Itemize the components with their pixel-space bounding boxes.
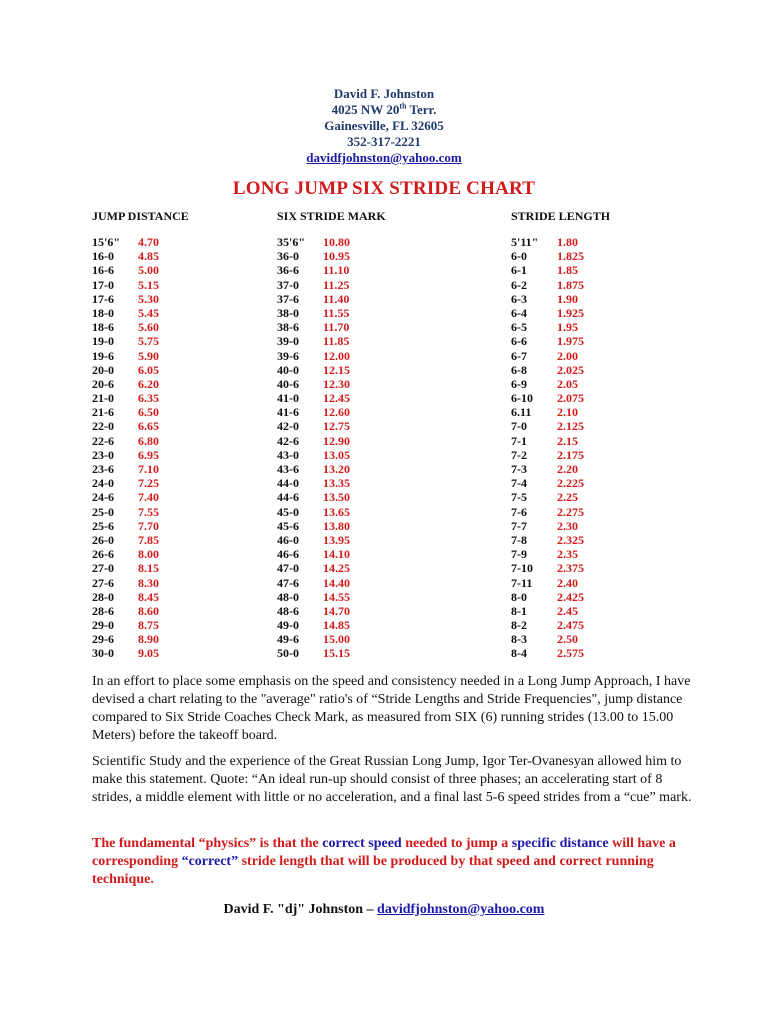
table-row bbox=[511, 505, 671, 519]
table-row bbox=[277, 505, 437, 519]
table-row bbox=[511, 434, 671, 448]
row-imperial: 22-0 bbox=[92, 419, 114, 434]
table-row bbox=[511, 278, 671, 292]
table-row bbox=[511, 462, 671, 476]
table-row bbox=[92, 505, 252, 519]
table-row bbox=[511, 547, 671, 561]
table-row bbox=[511, 618, 671, 632]
row-metric: 6.35 bbox=[138, 391, 159, 406]
row-metric: 15.15 bbox=[323, 646, 350, 661]
row-metric: 2.45 bbox=[557, 603, 578, 618]
row-imperial: 39-0 bbox=[277, 334, 299, 349]
row-imperial: 28-6 bbox=[92, 603, 114, 618]
row-imperial: 7-10 bbox=[511, 561, 533, 576]
table-row bbox=[92, 263, 252, 277]
row-metric: 2.175 bbox=[557, 447, 584, 462]
row-imperial: 35'6" bbox=[277, 235, 305, 249]
row-imperial: 50-0 bbox=[277, 646, 299, 661]
row-metric: 13.65 bbox=[323, 504, 350, 519]
table-row bbox=[511, 646, 671, 660]
table-row bbox=[92, 618, 252, 632]
table-row bbox=[92, 576, 252, 590]
table-row bbox=[277, 419, 437, 433]
row-imperial: 43-0 bbox=[277, 447, 299, 462]
row-imperial: 44-0 bbox=[277, 476, 299, 491]
row-imperial: 7-4 bbox=[511, 476, 527, 491]
signature-line: David F. "dj" Johnston – davidfjohnston@yahoo.com bbox=[223, 902, 545, 917]
table-row bbox=[511, 476, 671, 490]
row-metric: 8.15 bbox=[138, 561, 159, 576]
row-metric: 1.80 bbox=[557, 235, 578, 249]
row-metric: 5.30 bbox=[138, 291, 159, 306]
row-metric: 5.15 bbox=[138, 277, 159, 292]
row-imperial: 37-6 bbox=[277, 291, 299, 306]
row-metric: 2.125 bbox=[557, 419, 584, 434]
row-imperial: 41-6 bbox=[277, 405, 299, 420]
row-imperial: 27-6 bbox=[92, 575, 114, 590]
row-imperial: 6-6 bbox=[511, 334, 527, 349]
table-row bbox=[277, 292, 437, 306]
chart-title: LONG JUMP SIX STRIDE CHART bbox=[232, 178, 536, 199]
row-metric: 13.80 bbox=[323, 518, 350, 533]
header-email-link[interactable]: davidfjohnston@yahoo.com bbox=[306, 150, 462, 165]
table-row bbox=[511, 249, 671, 263]
table-row bbox=[277, 533, 437, 547]
table-row bbox=[92, 604, 252, 618]
row-metric: 12.90 bbox=[323, 433, 350, 448]
table-row bbox=[277, 618, 437, 632]
row-metric: 12.45 bbox=[323, 391, 350, 406]
table-row bbox=[277, 646, 437, 660]
row-metric: 12.30 bbox=[323, 376, 350, 391]
table-row bbox=[92, 292, 252, 306]
quote-paragraph: Scientific Study and the experience of the Great Russian Long Jump, Igor Ter-Ovanesyan allowed him to make this statement. Quote: “An ideal run-up should consist of three phases; an accelerating start of 8 strides, a middle element with little or no acceleration, and a final last 5-6 speed strides from a “cue” mark. bbox=[92, 754, 692, 805]
row-imperial: 46-0 bbox=[277, 532, 299, 547]
row-metric: 10.95 bbox=[323, 249, 350, 264]
table-row bbox=[92, 462, 252, 476]
row-imperial: 23-0 bbox=[92, 447, 114, 462]
row-metric: 7.70 bbox=[138, 518, 159, 533]
row-imperial: 26-0 bbox=[92, 532, 114, 547]
row-metric: 8.00 bbox=[138, 547, 159, 562]
row-imperial: 8-3 bbox=[511, 632, 527, 647]
row-metric: 4.70 bbox=[138, 235, 159, 249]
table-row bbox=[511, 320, 671, 334]
row-imperial: 28-0 bbox=[92, 589, 114, 604]
row-metric: 2.325 bbox=[557, 532, 584, 547]
row-imperial: 17-6 bbox=[92, 291, 114, 306]
row-metric: 14.25 bbox=[323, 561, 350, 576]
row-metric: 2.10 bbox=[557, 405, 578, 420]
table-row bbox=[92, 547, 252, 561]
row-imperial: 37-0 bbox=[277, 277, 299, 292]
row-metric: 7.85 bbox=[138, 532, 159, 547]
table-row bbox=[92, 306, 252, 320]
row-imperial: 6-9 bbox=[511, 376, 527, 391]
row-metric: 2.075 bbox=[557, 391, 584, 406]
table-row bbox=[511, 576, 671, 590]
row-imperial: 5'11" bbox=[511, 235, 539, 249]
row-imperial: 6-1 bbox=[511, 263, 527, 278]
row-imperial: 36-0 bbox=[277, 249, 299, 264]
row-imperial: 24-6 bbox=[92, 490, 114, 505]
table-row bbox=[511, 235, 671, 249]
row-metric: 6.20 bbox=[138, 376, 159, 391]
row-metric: 6.50 bbox=[138, 405, 159, 420]
row-metric: 2.25 bbox=[557, 490, 578, 505]
stride-length-column bbox=[511, 235, 671, 661]
table-row bbox=[511, 533, 671, 547]
table-row bbox=[92, 590, 252, 604]
table-row bbox=[277, 476, 437, 490]
row-imperial: 6-5 bbox=[511, 320, 527, 335]
row-metric: 8.75 bbox=[138, 618, 159, 633]
row-imperial: 29-0 bbox=[92, 618, 114, 633]
row-imperial: 48-6 bbox=[277, 603, 299, 618]
table-row bbox=[92, 249, 252, 263]
row-metric: 15.00 bbox=[323, 632, 350, 647]
row-metric: 10.80 bbox=[323, 235, 350, 249]
row-imperial: 7-2 bbox=[511, 447, 527, 462]
table-row bbox=[92, 377, 252, 391]
row-imperial: 6-10 bbox=[511, 391, 533, 406]
row-metric: 9.05 bbox=[138, 646, 159, 661]
row-imperial: 7-7 bbox=[511, 518, 527, 533]
row-imperial: 22-6 bbox=[92, 433, 114, 448]
table-row bbox=[92, 533, 252, 547]
table-row bbox=[277, 448, 437, 462]
table-row bbox=[277, 363, 437, 377]
table-row bbox=[511, 263, 671, 277]
row-metric: 2.425 bbox=[557, 589, 584, 604]
row-metric: 14.85 bbox=[323, 618, 350, 633]
row-imperial: 7-6 bbox=[511, 504, 527, 519]
row-imperial: 20-6 bbox=[92, 376, 114, 391]
table-row bbox=[277, 334, 437, 348]
table-row bbox=[277, 320, 437, 334]
row-metric: 14.55 bbox=[323, 589, 350, 604]
row-metric: 11.70 bbox=[323, 320, 350, 335]
table-row bbox=[277, 278, 437, 292]
row-imperial: 7-3 bbox=[511, 462, 527, 476]
row-imperial: 19-6 bbox=[92, 348, 114, 363]
row-metric: 8.45 bbox=[138, 589, 159, 604]
table-row bbox=[511, 405, 671, 419]
row-imperial: 40-6 bbox=[277, 376, 299, 391]
row-imperial: 19-0 bbox=[92, 334, 114, 349]
table-row bbox=[277, 519, 437, 533]
row-metric: 8.90 bbox=[138, 632, 159, 647]
row-metric: 1.925 bbox=[557, 305, 584, 320]
table-row bbox=[92, 561, 252, 575]
row-metric: 2.05 bbox=[557, 376, 578, 391]
row-imperial: 30-0 bbox=[92, 646, 114, 661]
table-row bbox=[277, 349, 437, 363]
table-row bbox=[92, 391, 252, 405]
table-row bbox=[92, 476, 252, 490]
table-row bbox=[511, 334, 671, 348]
table-row bbox=[92, 334, 252, 348]
table-row bbox=[277, 434, 437, 448]
row-imperial: 47-6 bbox=[277, 575, 299, 590]
row-imperial: 16-6 bbox=[92, 263, 114, 278]
row-imperial: 44-6 bbox=[277, 490, 299, 505]
row-imperial: 29-6 bbox=[92, 632, 114, 647]
row-imperial: 6-7 bbox=[511, 348, 527, 363]
row-imperial: 48-0 bbox=[277, 589, 299, 604]
table-row bbox=[511, 349, 671, 363]
table-row bbox=[277, 561, 437, 575]
row-metric: 13.20 bbox=[323, 462, 350, 476]
row-imperial: 25-0 bbox=[92, 504, 114, 519]
table-row bbox=[277, 391, 437, 405]
author-name: David F. Johnston bbox=[333, 86, 435, 101]
table-row bbox=[92, 363, 252, 377]
table-row bbox=[511, 377, 671, 391]
row-metric: 1.85 bbox=[557, 263, 578, 278]
table-row bbox=[92, 235, 252, 249]
table-row bbox=[277, 405, 437, 419]
table-row bbox=[511, 519, 671, 533]
row-imperial: 27-0 bbox=[92, 561, 114, 576]
row-imperial: 46-6 bbox=[277, 547, 299, 562]
row-metric: 2.00 bbox=[557, 348, 578, 363]
table-row bbox=[92, 490, 252, 504]
table-row bbox=[277, 590, 437, 604]
row-imperial: 6.11 bbox=[511, 405, 532, 420]
phone-number: 352-317-2221 bbox=[347, 134, 421, 149]
table-row bbox=[92, 320, 252, 334]
row-imperial: 21-0 bbox=[92, 391, 114, 406]
row-imperial: 7-5 bbox=[511, 490, 527, 505]
row-metric: 1.825 bbox=[557, 249, 584, 264]
row-imperial: 20-0 bbox=[92, 362, 114, 377]
table-row bbox=[511, 306, 671, 320]
row-imperial: 7-9 bbox=[511, 547, 527, 562]
table-row bbox=[92, 434, 252, 448]
row-metric: 7.40 bbox=[138, 490, 159, 505]
row-imperial: 40-0 bbox=[277, 362, 299, 377]
row-metric: 5.75 bbox=[138, 334, 159, 349]
street-address: 4025 NW 20th Terr. bbox=[331, 101, 437, 117]
row-metric: 2.275 bbox=[557, 504, 584, 519]
row-imperial: 38-6 bbox=[277, 320, 299, 335]
intro-paragraph: In an effort to place some emphasis on the speed and consistency needed in a Long Jump Approach, I have devised a chart relating to the "average" ratio's of “Stride Lengths and Stride Frequencies", jump distance compared to Six Stride Coaches Check Mark, as measured from SIX (6) running strides (13.00 to 15.00 Meters) before the takeoff board. bbox=[92, 674, 691, 743]
row-metric: 11.40 bbox=[323, 291, 350, 306]
row-metric: 5.45 bbox=[138, 305, 159, 320]
row-metric: 11.25 bbox=[323, 277, 350, 292]
row-imperial: 8-2 bbox=[511, 618, 527, 633]
table-row bbox=[92, 405, 252, 419]
column-heading-jump-distance: JUMP DISTANCE bbox=[92, 209, 189, 223]
row-metric: 13.05 bbox=[323, 447, 350, 462]
row-imperial: 18-6 bbox=[92, 320, 114, 335]
row-imperial: 49-0 bbox=[277, 618, 299, 633]
row-metric: 14.40 bbox=[323, 575, 350, 590]
row-metric: 2.20 bbox=[557, 462, 578, 476]
table-row bbox=[511, 391, 671, 405]
row-imperial: 18-0 bbox=[92, 305, 114, 320]
row-imperial: 17-0 bbox=[92, 277, 114, 292]
table-row bbox=[277, 490, 437, 504]
row-metric: 12.60 bbox=[323, 405, 350, 420]
row-imperial: 41-0 bbox=[277, 391, 299, 406]
table-row bbox=[277, 306, 437, 320]
row-metric: 2.35 bbox=[557, 547, 578, 562]
row-imperial: 16-0 bbox=[92, 249, 114, 264]
table-row bbox=[277, 377, 437, 391]
row-imperial: 7-1 bbox=[511, 433, 527, 448]
jump-distance-column bbox=[92, 235, 252, 661]
row-imperial: 24-0 bbox=[92, 476, 114, 491]
row-metric: 5.60 bbox=[138, 320, 159, 335]
six-stride-mark-column bbox=[277, 235, 437, 661]
row-metric: 8.60 bbox=[138, 603, 159, 618]
row-metric: 6.95 bbox=[138, 447, 159, 462]
table-row bbox=[277, 235, 437, 249]
row-metric: 2.575 bbox=[557, 646, 584, 661]
row-metric: 11.55 bbox=[323, 305, 350, 320]
row-metric: 5.00 bbox=[138, 263, 159, 278]
row-metric: 13.35 bbox=[323, 476, 350, 491]
table-row bbox=[92, 349, 252, 363]
row-metric: 7.25 bbox=[138, 476, 159, 491]
table-row bbox=[277, 576, 437, 590]
contact-header bbox=[0, 86, 768, 166]
row-imperial: 49-6 bbox=[277, 632, 299, 647]
table-row bbox=[511, 561, 671, 575]
footer-email-link[interactable]: davidfjohnston@yahoo.com bbox=[377, 902, 545, 917]
table-row bbox=[511, 490, 671, 504]
row-imperial: 8-1 bbox=[511, 603, 527, 618]
row-metric: 14.70 bbox=[323, 603, 350, 618]
row-metric: 12.15 bbox=[323, 362, 350, 377]
table-row bbox=[511, 292, 671, 306]
row-imperial: 6-8 bbox=[511, 362, 527, 377]
row-imperial: 45-6 bbox=[277, 518, 299, 533]
row-imperial: 38-0 bbox=[277, 305, 299, 320]
row-metric: 1.975 bbox=[557, 334, 584, 349]
row-imperial: 21-6 bbox=[92, 405, 114, 420]
row-imperial: 7-11 bbox=[511, 575, 533, 590]
row-imperial: 42-0 bbox=[277, 419, 299, 434]
row-metric: 13.50 bbox=[323, 490, 350, 505]
city-state-zip: Gainesville, FL 32605 bbox=[324, 118, 444, 133]
row-imperial: 15'6" bbox=[92, 235, 120, 249]
row-metric: 2.025 bbox=[557, 362, 584, 377]
row-metric: 5.90 bbox=[138, 348, 159, 363]
row-imperial: 8-4 bbox=[511, 646, 527, 661]
row-imperial: 39-6 bbox=[277, 348, 299, 363]
table-row bbox=[511, 590, 671, 604]
row-imperial: 8-0 bbox=[511, 589, 527, 604]
row-imperial: 47-0 bbox=[277, 561, 299, 576]
row-metric: 11.85 bbox=[323, 334, 350, 349]
table-row bbox=[511, 363, 671, 377]
row-metric: 1.875 bbox=[557, 277, 584, 292]
table-row bbox=[511, 632, 671, 646]
row-metric: 2.40 bbox=[557, 575, 578, 590]
row-metric: 11.10 bbox=[323, 263, 350, 278]
row-metric: 2.50 bbox=[557, 632, 578, 647]
row-metric: 6.65 bbox=[138, 419, 159, 434]
row-metric: 7.55 bbox=[138, 504, 159, 519]
row-imperial: 45-0 bbox=[277, 504, 299, 519]
row-imperial: 6-0 bbox=[511, 249, 527, 264]
row-imperial: 43-6 bbox=[277, 462, 299, 476]
row-metric: 13.95 bbox=[323, 532, 350, 547]
row-metric: 1.95 bbox=[557, 320, 578, 335]
row-imperial: 36-6 bbox=[277, 263, 299, 278]
row-metric: 2.375 bbox=[557, 561, 584, 576]
row-imperial: 26-6 bbox=[92, 547, 114, 562]
row-metric: 7.10 bbox=[138, 462, 159, 476]
emphasis-paragraph: The fundamental “physics” is that the correct speed needed to jump a specific distance will have a corresponding “correct” stride length that will be produced by that speed and correct running technique. bbox=[92, 836, 676, 887]
table-row bbox=[277, 263, 437, 277]
row-metric: 6.80 bbox=[138, 433, 159, 448]
table-row bbox=[92, 278, 252, 292]
row-metric: 12.75 bbox=[323, 419, 350, 434]
row-metric: 1.90 bbox=[557, 291, 578, 306]
row-imperial: 42-6 bbox=[277, 433, 299, 448]
table-row bbox=[92, 646, 252, 660]
table-row bbox=[511, 604, 671, 618]
table-row bbox=[277, 462, 437, 476]
table-row bbox=[277, 547, 437, 561]
table-row bbox=[92, 632, 252, 646]
row-metric: 2.225 bbox=[557, 476, 584, 491]
row-metric: 2.15 bbox=[557, 433, 578, 448]
table-row bbox=[92, 419, 252, 433]
row-metric: 8.30 bbox=[138, 575, 159, 590]
row-metric: 4.85 bbox=[138, 249, 159, 264]
row-imperial: 7-8 bbox=[511, 532, 527, 547]
row-metric: 12.00 bbox=[323, 348, 350, 363]
row-imperial: 23-6 bbox=[92, 462, 114, 476]
column-heading-stride-length: STRIDE LENGTH bbox=[511, 209, 611, 223]
row-metric: 6.05 bbox=[138, 362, 159, 377]
table-row bbox=[92, 519, 252, 533]
table-row bbox=[277, 249, 437, 263]
row-imperial: 6-3 bbox=[511, 291, 527, 306]
row-metric: 14.10 bbox=[323, 547, 350, 562]
row-imperial: 7-0 bbox=[511, 419, 527, 434]
table-row bbox=[92, 448, 252, 462]
row-imperial: 6-4 bbox=[511, 305, 527, 320]
column-heading-six-stride-mark: SIX STRIDE MARK bbox=[277, 209, 386, 223]
row-imperial: 25-6 bbox=[92, 518, 114, 533]
table-row bbox=[511, 448, 671, 462]
row-metric: 2.30 bbox=[557, 518, 578, 533]
table-row bbox=[277, 604, 437, 618]
row-imperial: 6-2 bbox=[511, 277, 527, 292]
table-row bbox=[511, 419, 671, 433]
table-row bbox=[277, 632, 437, 646]
row-metric: 2.475 bbox=[557, 618, 584, 633]
